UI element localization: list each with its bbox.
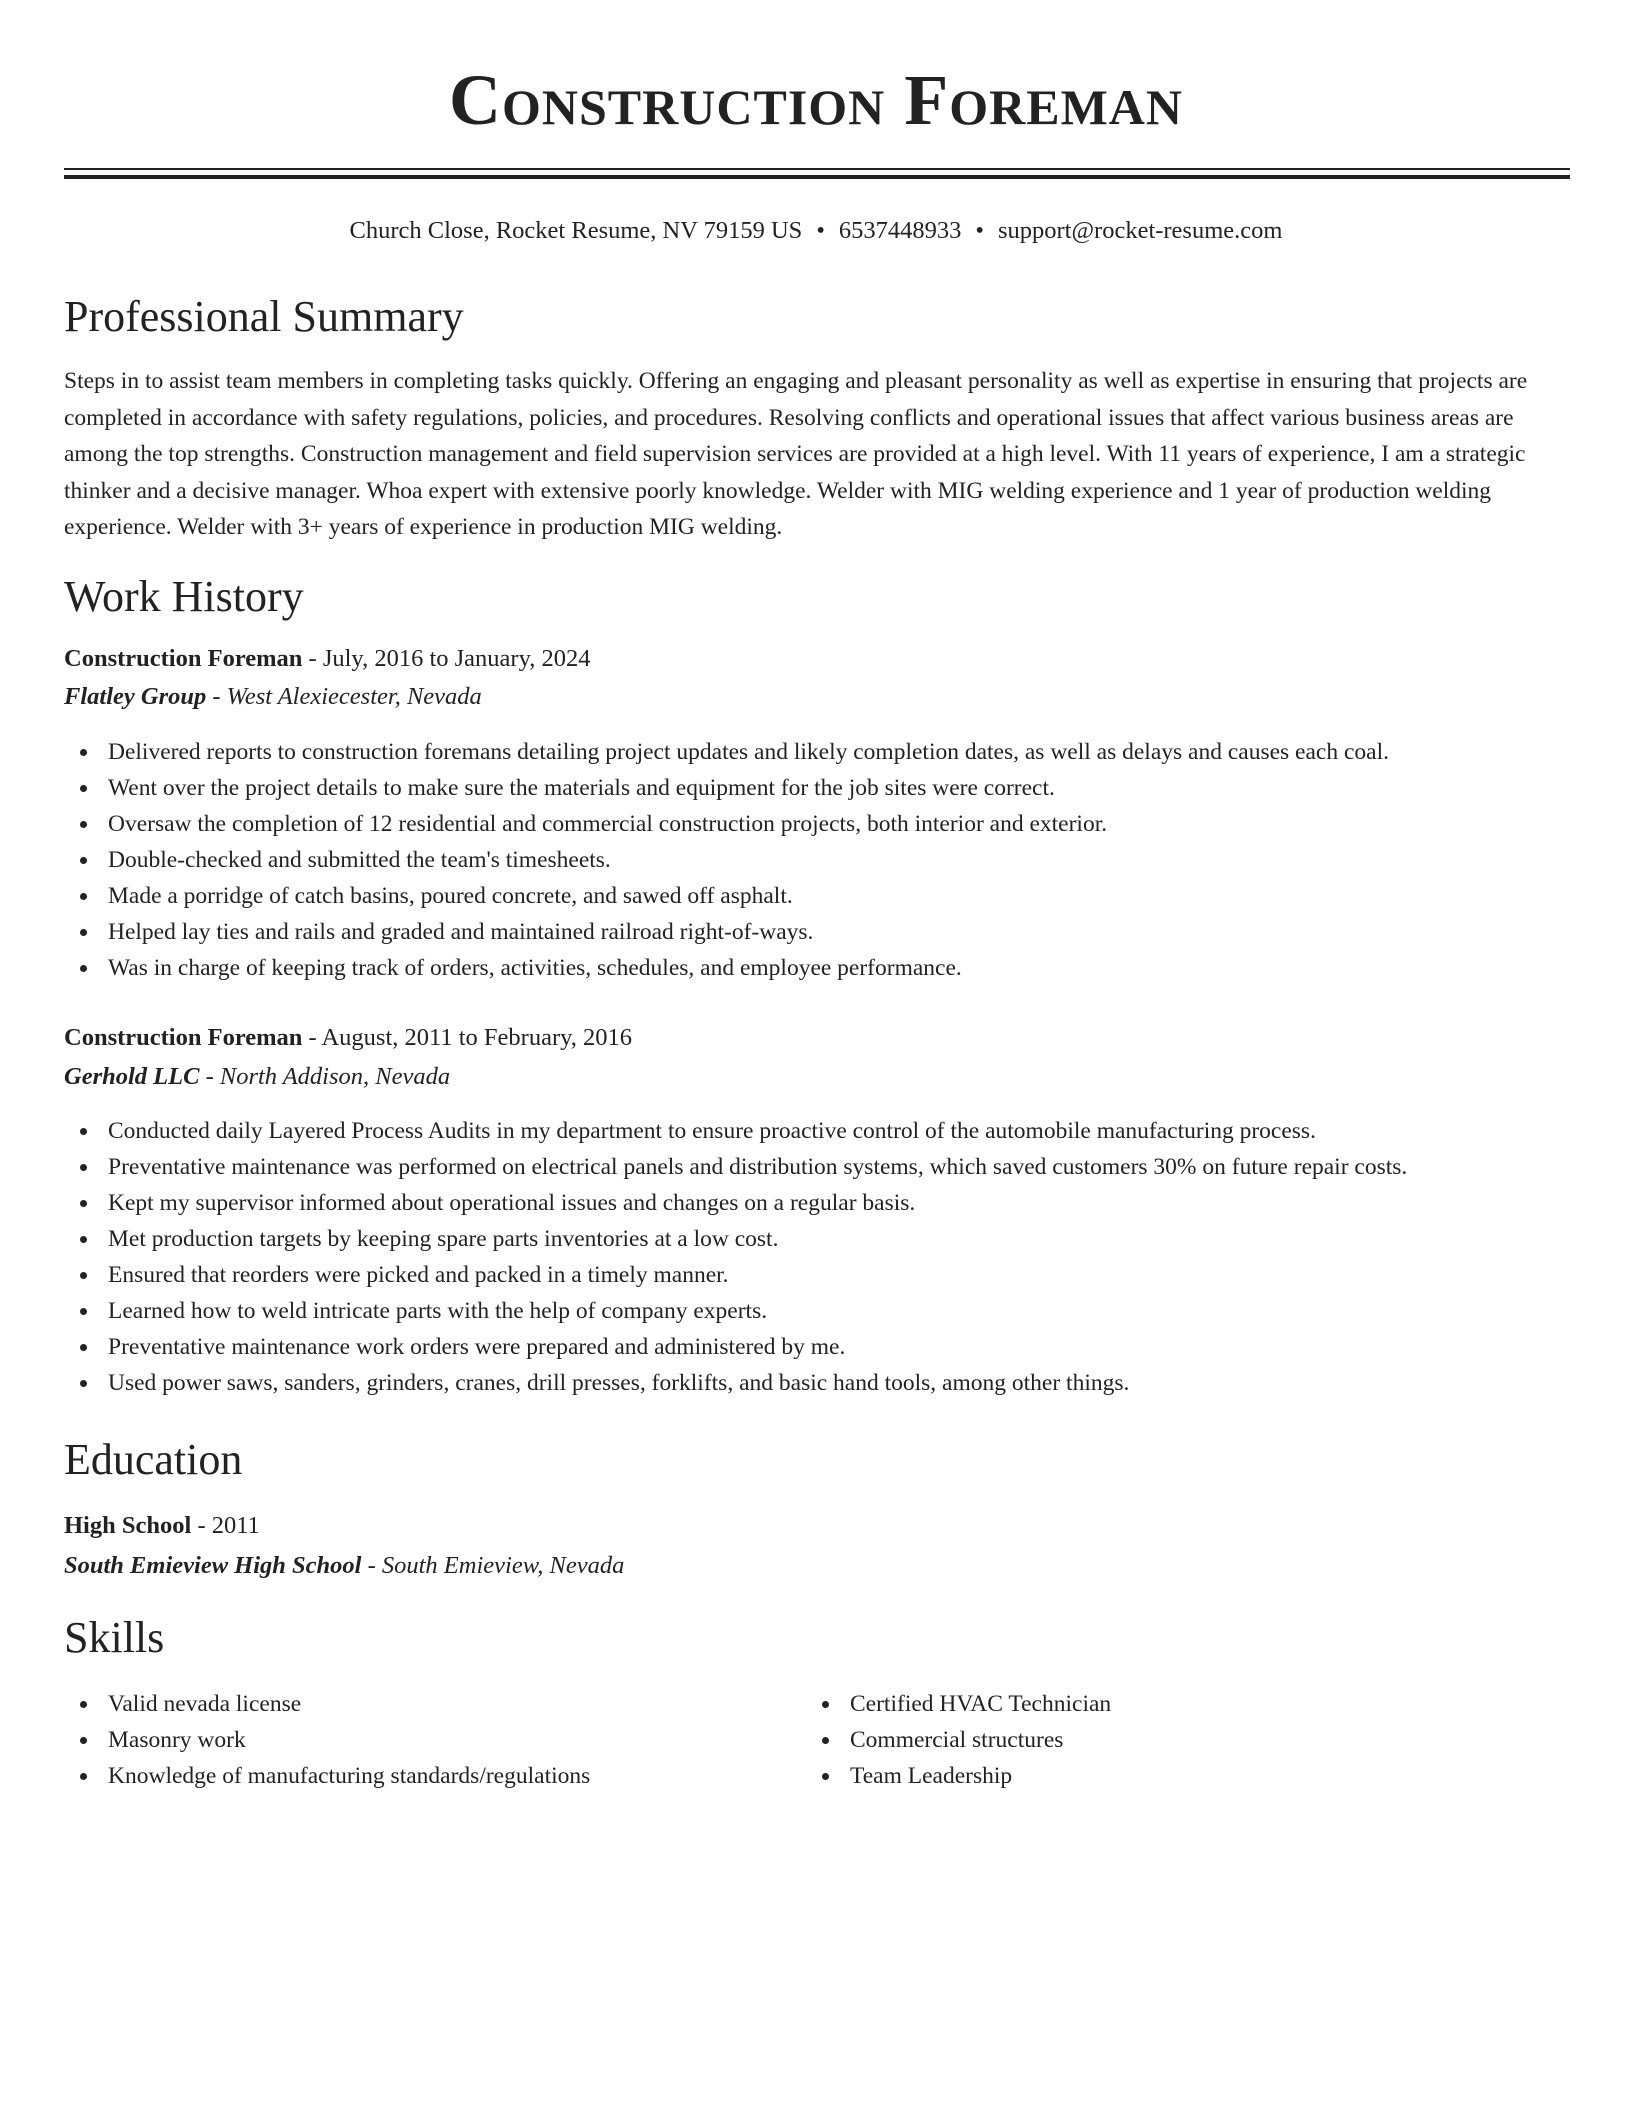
skill-item: Certified HVAC Technician [806, 1686, 1111, 1722]
skills-heading: Skills [64, 1613, 165, 1662]
education-school-line [64, 1548, 624, 1584]
list-item: Delivered reports to construction foremans detailing project updates and likely completion dates, as well as delays and causes each coal. [64, 734, 1389, 770]
bullet-separator: • [816, 217, 825, 244]
company-location: - West Alexiecester, Nevada [206, 683, 482, 710]
summary-text: Steps in to assist team members in completing tasks quickly. Offering an engaging and pleasant personality as well as expertise in ensuring that projects are completed in accordance with safety regulations, policies, and procedures. Resolving conflicts and operational issues that affect various business areas are among the top strengths. Construction management and field supervision services are provided at a high level. With 11 years of experience, I am a strategic thinker and a decisive manager. Whoa expert with extensive poorly knowledge. Welder with MIG welding experience and 1 year of production welding experience. Welder with 3+ years of experience in production MIG welding. [64, 368, 1528, 540]
job-company-line [64, 1059, 450, 1095]
work-history-heading: Work History [64, 572, 304, 621]
skill-item: Commercial structures [806, 1722, 1111, 1758]
list-item: Learned how to weld intricate parts with the help of company experts. [64, 1293, 1407, 1329]
candidate-name: Construction Foreman [448, 60, 1184, 140]
degree: High School [64, 1512, 192, 1539]
job-bullets [64, 734, 1389, 986]
list-item: Double-checked and submitted the team's timesheets. [64, 842, 1389, 878]
contact-line [0, 214, 1632, 248]
skill-item: Masonry work [64, 1722, 590, 1758]
list-item: Met production targets by keeping spare parts inventories at a low cost. [64, 1221, 1407, 1257]
list-item: Was in charge of keeping track of orders, activities, schedules, and employee performance. [64, 950, 1389, 986]
job-title: Construction Foreman [64, 645, 303, 672]
skills-list-left [64, 1686, 590, 1794]
job-bullets [64, 1113, 1407, 1401]
graduation-year: - 2011 [191, 1512, 260, 1539]
contact-phone: 6537448933 [838, 217, 962, 244]
skill-item: Knowledge of manufacturing standards/regulations [64, 1758, 590, 1794]
school-location: - South Emieview, Nevada [361, 1552, 625, 1579]
job-dates: - July, 2016 to January, 2024 [302, 645, 591, 672]
company-name: Gerhold LLC [64, 1063, 200, 1090]
list-item: Preventative maintenance was performed on electrical panels and distribution systems, which saved customers 30% on future repair costs. [64, 1149, 1407, 1185]
list-item: Helped lay ties and rails and graded and maintained railroad right-of-ways. [64, 914, 1389, 950]
header-rule-thin [64, 168, 1570, 170]
contact-address: Church Close, Rocket Resume, NV 79159 US [349, 217, 803, 244]
skills-list-right [806, 1686, 1111, 1794]
contact-email: support@rocket-resume.com [997, 217, 1283, 244]
job-title: Construction Foreman [64, 1024, 303, 1051]
education-heading: Education [64, 1435, 243, 1484]
list-item: Kept my supervisor informed about operational issues and changes on a regular basis. [64, 1185, 1407, 1221]
skill-item: Valid nevada license [64, 1686, 590, 1722]
list-item: Made a porridge of catch basins, poured concrete, and sawed off asphalt. [64, 878, 1389, 914]
list-item: Went over the project details to make sure the materials and equipment for the job sites were correct. [64, 770, 1389, 806]
job-title-line [64, 1020, 632, 1056]
list-item: Conducted daily Layered Process Audits in my department to ensure proactive control of the automobile manufacturing process. [64, 1113, 1407, 1149]
list-item: Oversaw the completion of 12 residential and commercial construction projects, both interior and exterior. [64, 806, 1389, 842]
skill-item: Team Leadership [806, 1758, 1111, 1794]
list-item: Preventative maintenance work orders were prepared and administered by me. [64, 1329, 1407, 1365]
job-dates: - August, 2011 to February, 2016 [302, 1024, 633, 1051]
school-name: South Emieview High School [64, 1552, 362, 1579]
bullet-separator: • [975, 217, 984, 244]
job-company-line [64, 679, 482, 715]
company-location: - North Addison, Nevada [199, 1063, 451, 1090]
summary-heading: Professional Summary [64, 292, 464, 341]
list-item: Used power saws, sanders, grinders, cranes, drill presses, forklifts, and basic hand tools, among other things. [64, 1365, 1407, 1401]
education-degree-line [64, 1508, 260, 1544]
list-item: Ensured that reorders were picked and packed in a timely manner. [64, 1257, 1407, 1293]
header-rule-thick [64, 175, 1570, 179]
company-name: Flatley Group [64, 683, 207, 710]
job-title-line [64, 641, 591, 677]
